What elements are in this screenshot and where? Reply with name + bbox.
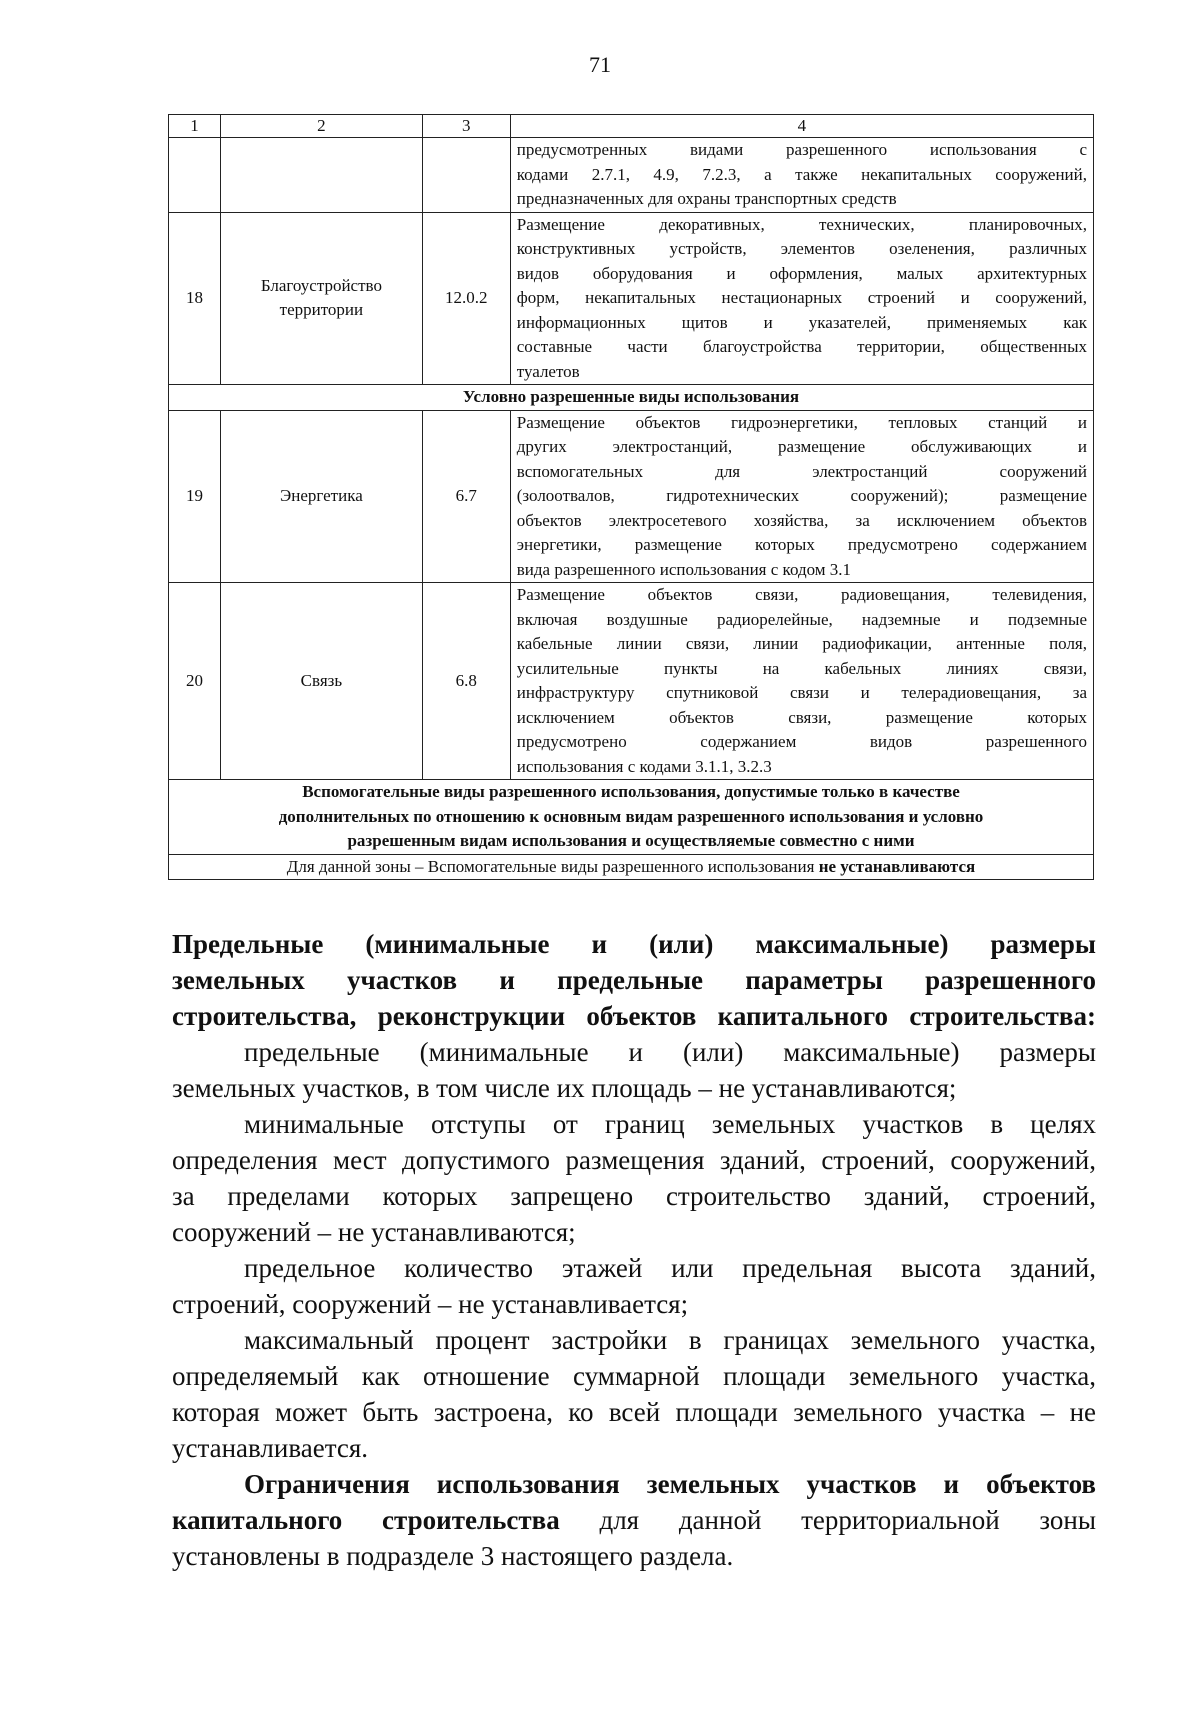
cell-description (510, 410, 1093, 583)
desc-line: конструктивных устройств, элементов озеленения, различных (516, 239, 1087, 258)
desc-line: усилительные пункты на кабельных линиях связи, (516, 658, 1087, 678)
desc-line: использования с кодами 3.1.1, 3.2.3 (516, 756, 772, 776)
paragraph-line: которая может быть застроена, ко всей площади земельного участка – не (172, 1397, 1096, 1427)
cell-description (510, 583, 1093, 780)
paragraph-line: минимальные отступы от границ земельных участков в целях (244, 1109, 1096, 1139)
table-row-continuation (169, 138, 1094, 213)
header-col-2: 2 (220, 115, 422, 138)
note-bold-text: не устанавливаются (818, 856, 976, 876)
cell-name (220, 138, 422, 213)
desc-line: предусмотренных видами разрешенного использования с (516, 140, 1087, 159)
heading-line: Предельные (минимальные и (или) максимальные) размеры (172, 929, 1096, 959)
desc-line: видов оборудования и оформления, малых архитектурных (516, 263, 1087, 283)
section-line: разрешенным видам использования и осуществляемые совместно с ними (347, 831, 915, 850)
table-row-19 (169, 410, 1094, 583)
page-number: 71 (589, 52, 611, 77)
section-line: дополнительных по отношению к основным видам разрешенного использования и условно (278, 806, 984, 826)
paragraph-plot-sizes (172, 1034, 1096, 1106)
cell-name: Связь (220, 583, 422, 780)
table-note-row (169, 854, 1094, 880)
section-line: Вспомогательные виды разрешенного использования, допустимые только в качестве (302, 782, 960, 801)
desc-line: Размещение декоративных, технических, планировочных, (516, 214, 1087, 234)
cell-name: Энергетика (220, 410, 422, 583)
header-col-1: 1 (169, 115, 221, 138)
section-auxiliary-uses (169, 780, 1094, 855)
paragraph-building-percent (172, 1322, 1096, 1466)
desc-line: кабельные линии связи, линии радиофикации, антенные поля, (516, 634, 1087, 653)
desc-line: других электростанций, размещение обслуживающих и (516, 437, 1087, 456)
heading-line: строительства, реконструкции объектов капитального строительства: (172, 1001, 1096, 1031)
paragraph-line: сооружений – не устанавливаются; (172, 1217, 576, 1247)
table-row-20 (169, 583, 1094, 780)
desc-line: исключением объектов связи, размещение которых (516, 707, 1087, 727)
cell-description (510, 212, 1093, 385)
paragraph-line (172, 1502, 1096, 1538)
paragraph-line: устанавливается. (172, 1433, 368, 1463)
desc-line: включая воздушные радиорелейные, надземные и подземные (516, 609, 1087, 629)
cell-name: Благоустройство территории (220, 212, 422, 385)
land-use-table (168, 114, 1094, 880)
table-row-18 (169, 212, 1094, 385)
desc-line: (золоотвалов, гидротехнических сооружений); размещение (516, 486, 1087, 505)
desc-line: вида разрешенного использования с кодом 3.1 (516, 559, 852, 579)
header-col-3: 3 (422, 115, 510, 138)
table-section-row (169, 385, 1094, 411)
paragraph-floors (172, 1250, 1096, 1322)
heading-line: земельных участков и предельные параметры разрешенного (172, 965, 1096, 995)
paragraph-line: строений, сооружений – не устанавливается; (172, 1289, 689, 1319)
paragraph-setbacks (172, 1106, 1096, 1250)
paragraph-line: определения мест допустимого размещения зданий, строений, сооружений, (172, 1145, 1096, 1175)
paragraph-line: определяемый как отношение суммарной площади земельного участка, (172, 1361, 1096, 1391)
desc-line: предназначенных для охраны транспортных средств (516, 189, 897, 208)
note-auxiliary-not-set (169, 854, 1094, 880)
desc-line: информационных щитов и указателей, применяемых как (516, 312, 1087, 332)
paragraph-line: предельное количество этажей или предельная высота зданий, (244, 1253, 1096, 1283)
desc-line: форм, некапитальных нестационарных строений и сооружений, (516, 288, 1087, 307)
desc-line: предусмотрено содержанием видов разрешенного (516, 732, 1087, 751)
paragraph-line: земельных участков, в том числе их площадь – не устанавливаются; (172, 1073, 957, 1103)
desc-line: энергетики, размещение которых предусмотрено содержанием (516, 535, 1087, 554)
desc-line: туалетов (516, 361, 580, 381)
paragraph-line: за пределами которых запрещено строительство зданий, строений, (172, 1181, 1096, 1211)
cell-num: 18 (169, 212, 221, 385)
cell-num (169, 138, 221, 213)
body-text (172, 926, 1096, 1574)
paragraph-line: предельные (минимальные и (или) максимальные) размеры (244, 1037, 1096, 1067)
header-col-4: 4 (510, 115, 1093, 138)
paragraph-restrictions (172, 1466, 1096, 1574)
desc-line: вспомогательных для электростанций сооружений (516, 461, 1087, 481)
cell-num: 19 (169, 410, 221, 583)
table-section-row (169, 780, 1094, 855)
table-header-row (169, 115, 1094, 138)
section-conditional-uses: Условно разрешенные виды использования (169, 385, 1094, 411)
cell-code: 6.8 (422, 583, 510, 780)
desc-line: объектов электросетевого хозяйства, за исключением объектов (516, 510, 1087, 530)
cell-code: 6.7 (422, 410, 510, 583)
cell-description (510, 138, 1093, 213)
desc-line: инфраструктуру спутниковой связи и телерадиовещания, за (516, 683, 1087, 702)
desc-line: составные части благоустройства территории, общественных (516, 337, 1087, 356)
desc-line: Размещение объектов связи, радиовещания, телевидения, (516, 585, 1087, 604)
restrictions-bold-line: Ограничения использования земельных участков и объектов (244, 1469, 1096, 1499)
paragraph-line: максимальный процент застройки в границах земельного участка, (244, 1325, 1096, 1355)
desc-line: Размещение объектов гидроэнергетики, тепловых станций и (516, 412, 1087, 432)
note-text: Для данной зоны – Вспомогательные виды разрешенного использования (286, 856, 815, 876)
restrictions-text: для данной территориальной зоны (599, 1505, 1097, 1535)
desc-line: кодами 2.7.1, 4.9, 7.2.3, а также некапитальных сооружений, (516, 164, 1087, 184)
cell-code: 12.0.2 (422, 212, 510, 385)
paragraph-line: установлены в подразделе 3 настоящего раздела. (172, 1541, 734, 1571)
cell-num: 20 (169, 583, 221, 780)
parameters-heading (172, 926, 1096, 1034)
cell-code (422, 138, 510, 213)
restrictions-bold-text: капитального строительства (172, 1505, 560, 1535)
